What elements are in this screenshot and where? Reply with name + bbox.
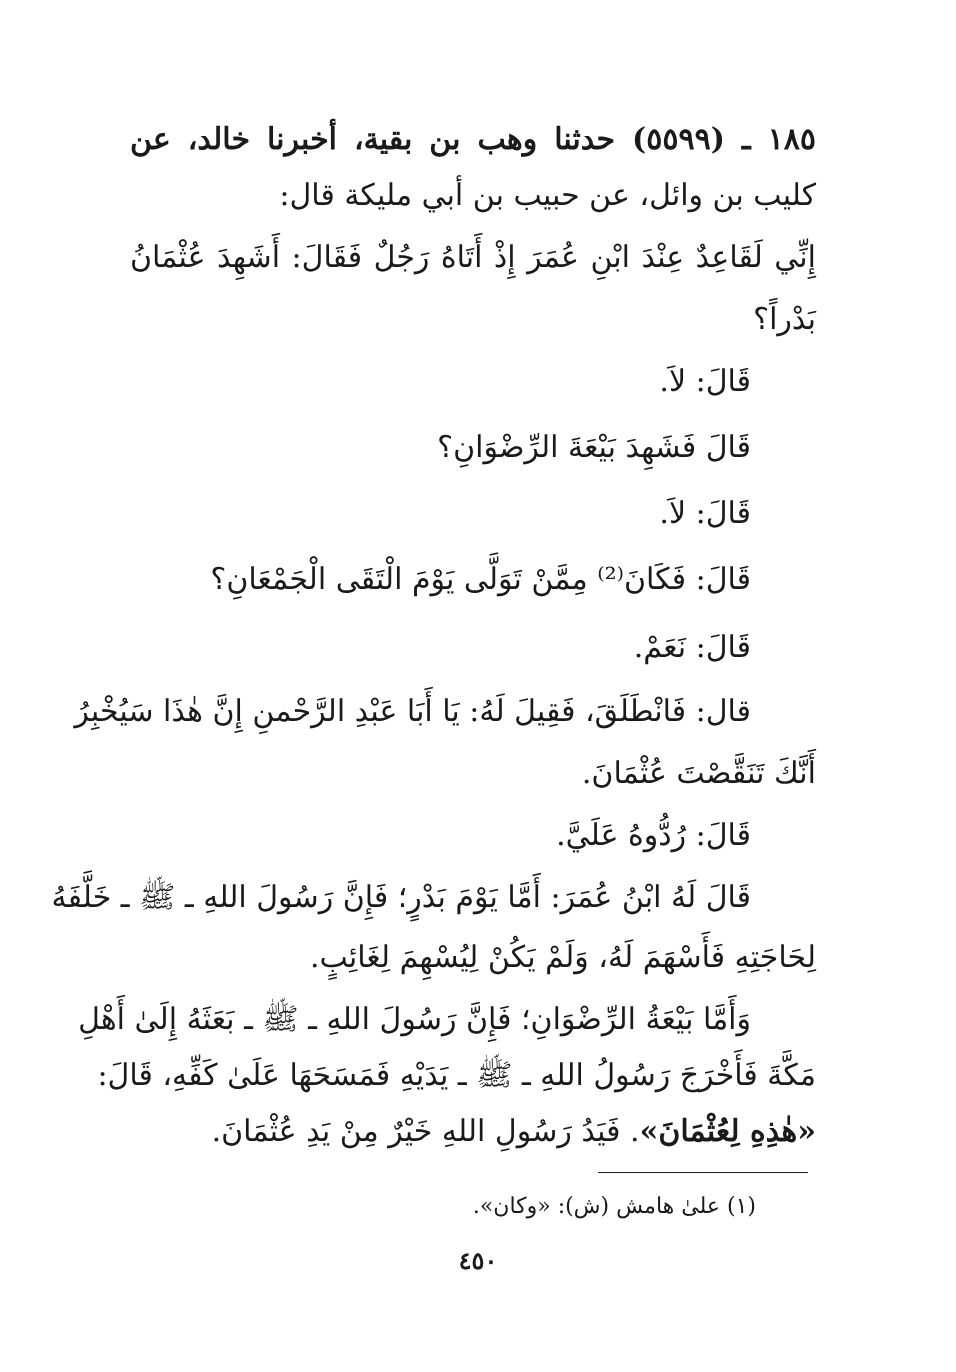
text-line: إِنِّي لَقَاعِدٌ عِنْدَ ابْنِ عُمَرَ إِذْ أَتَاهُ رَجُلٌ فَقَالَ: أَشَهِدَ عُثْمَانُ <box>130 240 816 275</box>
text-line: قَالَ: نَعَمْ. <box>633 630 751 665</box>
quoted-phrase: «هٰذِهِ لِعُثْمَانَ» <box>639 1114 816 1149</box>
text-line: قَالَ: لاَ. <box>659 364 751 399</box>
hadith-header-line-2: كليب بن وائل، عن حبيب بن أبي مليكة قال: <box>279 178 816 213</box>
text-line: قَالَ لَهُ ابْنُ عُمَرَ: أَمَّا يَوْمَ بَدْرٍ؛ فَإِنَّ رَسُولَ اللهِ ـ ﷺ ـ خَلَّفَهُ <box>51 880 751 915</box>
text-line: مَكَّةَ فَأَخْرَجَ رَسُولُ اللهِ ـ ﷺ ـ يَدَيْهِ فَمَسَحَهَا عَلَىٰ كَفِّهِ، قَالَ: <box>97 1058 816 1093</box>
text-line: وَأَمَّا بَيْعَةُ الرِّضْوَانِ؛ فَإِنَّ رَسُولَ اللهِ ـ ﷺ ـ بَعَثَهُ إِلَىٰ أَهْلِ <box>78 1002 751 1037</box>
text-line-remainder: . فَيَدُ رَسُولِ اللهِ خَيْرٌ مِنْ يَدِ عُثْمَانَ. <box>211 1114 640 1149</box>
text-line: قَالَ: فَكَانَ⁽²⁾ مِمَّنْ تَوَلَّى يَوْمَ الْتَقَى الْجَمْعَانِ؟ <box>210 562 751 597</box>
text-line: لِحَاجَتِهِ فَأَسْهَمَ لَهُ، وَلَمْ يَكُنْ لِيُسْهِمَ لِغَائِبٍ. <box>309 940 816 975</box>
text-line: قال: فَانْطَلَقَ، فَقِيلَ لَهُ: يَا أَبَا عَبْدِ الرَّحْمنِ إِنَّ هٰذَا سَيُخْبِرُ <box>74 694 751 729</box>
text-line: قَالَ: لاَ. <box>659 496 751 531</box>
text-line: أَنَّكَ تَنَقَّصْتَ عُثْمَانَ. <box>581 756 816 791</box>
footnote: (١) علىٰ هامش (ش): «وكان». <box>472 1194 756 1219</box>
text-line: قَالَ فَشَهِدَ بَيْعَةَ الرِّضْوَانِ؟ <box>437 430 751 465</box>
text-line-last <box>130 1112 816 1152</box>
footnote-divider <box>598 1172 808 1173</box>
hadith-header-line-1: ١٨٥ ـ (٥٥٩٩) حدثنا وهب بن بقية، أخبرنا خالد، عن <box>130 122 816 157</box>
text-line: بَدْراً؟ <box>753 302 816 337</box>
page-number: ٤٥٠ <box>458 1246 498 1275</box>
text-line: قَالَ: رُدُّوهُ عَلَيَّ. <box>556 818 751 853</box>
